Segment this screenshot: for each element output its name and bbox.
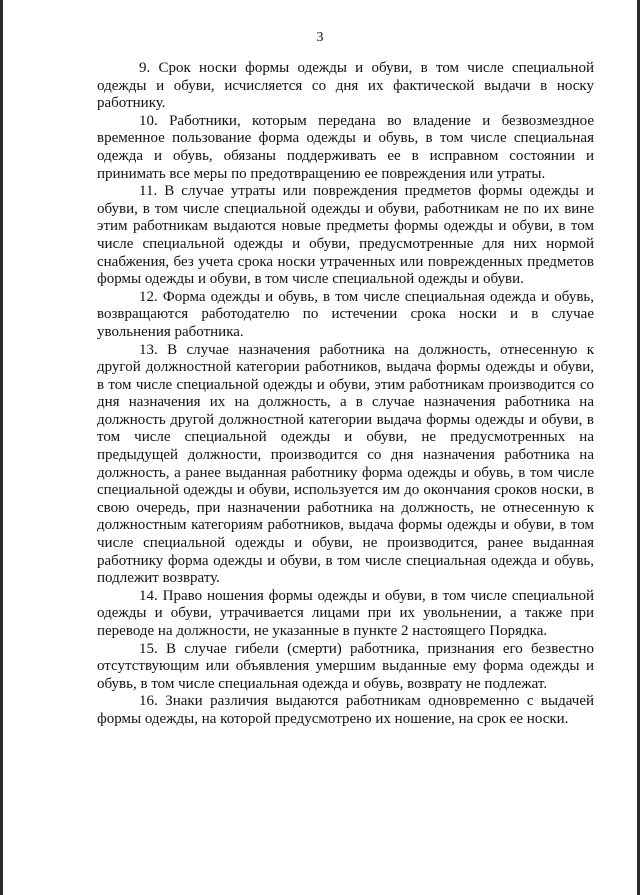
scan-edge-left	[0, 0, 3, 895]
paragraph-9: 9. Срок носки формы одежды и обуви, в том числе специальной одежды и обуви, исчисляется со дня их фактической выдачи в носку работнику.	[97, 60, 594, 112]
paragraph-16: 16. Знаки различия выдаются работникам одновременно с выдачей формы одежды, на которой предусмотрено их ношение, на срок ее носки.	[97, 693, 594, 727]
paragraph-13: 13. В случае назначения работника на должность, отнесенную к другой должностной категории работников, выдача формы одежды и обуви, в том числе специальной одежды и обуви, этим работникам производится со дня назначения их на должность, а в случае назначения работника на должность другой должностной категории выдача формы одежды и обуви, в том числе специальной одежды и обуви, не предусмотренных на предыдущей должности, производится со дня назначения работника на должность, а ранее выданная работнику форма одежды и обувь, в том числе специальной одежды и обуви, используется им до окончания сроков носки, в свою очередь, при назначении работника на должность, не отнесенную к должностным категориям работников, выдача формы одежды и обуви, в том числе специальной одежды и обуви, не производится, ранее выданная работнику форма одежды и обуви, в том числе специальная одежда и обувь, подлежит возврату.	[97, 341, 594, 587]
paragraph-12: 12. Форма одежды и обувь, в том числе специальная одежда и обувь, возвращаются работодателю по истечении срока носки и в случае увольнения работника.	[97, 288, 594, 340]
document-body	[97, 60, 594, 729]
paragraph-10: 10. Работники, которым передана во владение и безвозмездное временное пользование форма одежды и обувь, в том числе специальная одежда и обувь, обязаны поддерживать ее в исправном состоянии и принимать все меры по предотвращению ее повреждения или утраты.	[97, 112, 594, 182]
paragraph-15: 15. В случае гибели (смерти) работника, признания его безвестно отсутствующим или объявления умершим выданные ему форма одежды и обувь, в том числе специальная одежда и обувь, возврату не подлежат.	[97, 640, 594, 692]
page-number: 3	[316, 30, 324, 45]
paragraph-14: 14. Право ношения формы одежды и обуви, в том числе специальной одежды и обуви, утрачивается лицами при их увольнении, а также при переводе на должности, не указанные в пункте 2 настоящего Порядка.	[97, 587, 594, 639]
paragraph-11: 11. В случае утраты или повреждения предметов формы одежды и обуви, в том числе специальной одежды и обуви, работникам не по их вине этим работникам выдаются новые предметы формы одежды и обуви, в том числе специальной одежды и обуви, предусмотренные для них нормой снабжения, без учета срока носки утраченных или поврежденных предметов формы одежды и обуви, в том числе специальной одежды и обуви.	[97, 183, 594, 288]
